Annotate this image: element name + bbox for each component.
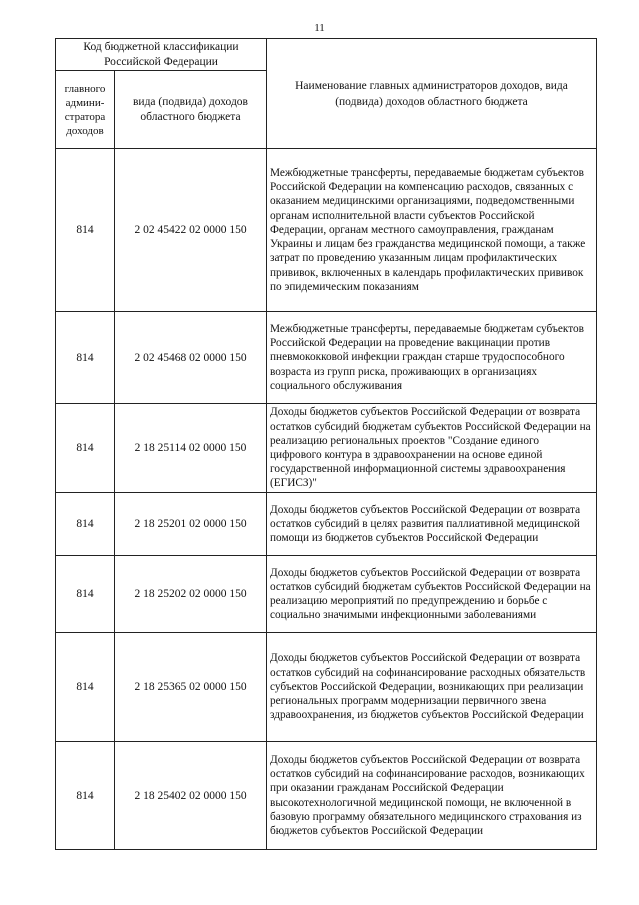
table-row: [56, 312, 597, 404]
description-cell: Доходы бюджетов субъектов Российской Федерации от возврата остатков субсидий в целях развития паллиативной медицинской помощи из бюджетов субъектов Российской Федерации: [267, 493, 597, 556]
table-row: [56, 493, 597, 556]
admin-code-cell: 814: [56, 149, 115, 312]
header-classification-group: Код бюджетной классификации Российской Федерации: [56, 39, 267, 71]
income-code-cell: 2 18 25201 02 0000 150: [115, 493, 267, 556]
income-code-cell: 2 02 45468 02 0000 150: [115, 312, 267, 404]
income-code-cell: 2 18 25114 02 0000 150: [115, 404, 267, 493]
income-code-cell: 2 02 45422 02 0000 150: [115, 149, 267, 312]
admin-code-cell: 814: [56, 742, 115, 850]
header-admin-column: главного админи-стратора доходов: [56, 71, 115, 149]
table-row: [56, 742, 597, 850]
income-code-cell: 2 18 25202 02 0000 150: [115, 556, 267, 633]
table-row: [56, 149, 597, 312]
description-cell: Доходы бюджетов субъектов Российской Федерации от возврата остатков субсидий бюджетам субъектов Российской Федерации на реализацию мероприятий по предупреждению и борьбе с социально значимыми инфекционными заболеваниями: [267, 556, 597, 633]
table-row: [56, 556, 597, 633]
description-cell: Межбюджетные трансферты, передаваемые бюджетам субъектов Российской Федерации на компенсацию расходов, связанных с оказанием медицинскими организациями, подведомственными органам исполнительной власти субъектов Российской Федерации, органам местного самоуправления, гражданам Украины и лицам без гражданства медицинской помощи, а также затрат по проведению указанным лицам профилактических прививок, включенных в календарь профилактических прививок по эпидемическим показаниям: [267, 149, 597, 312]
description-cell: Доходы бюджетов субъектов Российской Федерации от возврата остатков субсидий бюджетам субъектов Российской Федерации на реализацию региональных проектов "Создание единого цифрового контура в здравоохранении на основе единой государственной информационной системы здравоохранения (ЕГИСЗ)": [267, 404, 597, 493]
admin-code-cell: 814: [56, 312, 115, 404]
admin-code-cell: 814: [56, 633, 115, 742]
budget-classification-table: [55, 38, 597, 850]
table-header-row: [56, 39, 597, 71]
income-code-cell: 2 18 25365 02 0000 150: [115, 633, 267, 742]
header-name-column: Наименование главных администраторов доходов, вида (подвида) доходов областного бюджета: [267, 39, 597, 149]
table-row: [56, 404, 597, 493]
table-row: [56, 633, 597, 742]
admin-code-cell: 814: [56, 404, 115, 493]
page-number: 11: [314, 22, 325, 34]
header-income-column: вида (подвида) доходов областного бюджета: [115, 71, 267, 149]
description-cell: Доходы бюджетов субъектов Российской Федерации от возврата остатков субсидий на софинансирование расходов, возникающих при оказании гражданам Российской Федерации высокотехнологичной медицинской помощи, не включенной в базовую программу обязательного медицинского страхования из бюджетов субъектов Российской Федерации: [267, 742, 597, 850]
description-cell: Межбюджетные трансферты, передаваемые бюджетам субъектов Российской Федерации на проведение вакцинации против пневмококковой инфекции граждан старше трудоспособного возраста из групп риска, проживающих в организациях социального обслуживания: [267, 312, 597, 404]
description-cell: Доходы бюджетов субъектов Российской Федерации от возврата остатков субсидий на софинансирование расходных обязательств субъектов Российской Федерации, возникающих при реализации региональных программ модернизации первичного звена здравоохранения, из бюджетов субъектов Российской Федерации: [267, 633, 597, 742]
admin-code-cell: 814: [56, 493, 115, 556]
admin-code-cell: 814: [56, 556, 115, 633]
income-code-cell: 2 18 25402 02 0000 150: [115, 742, 267, 850]
